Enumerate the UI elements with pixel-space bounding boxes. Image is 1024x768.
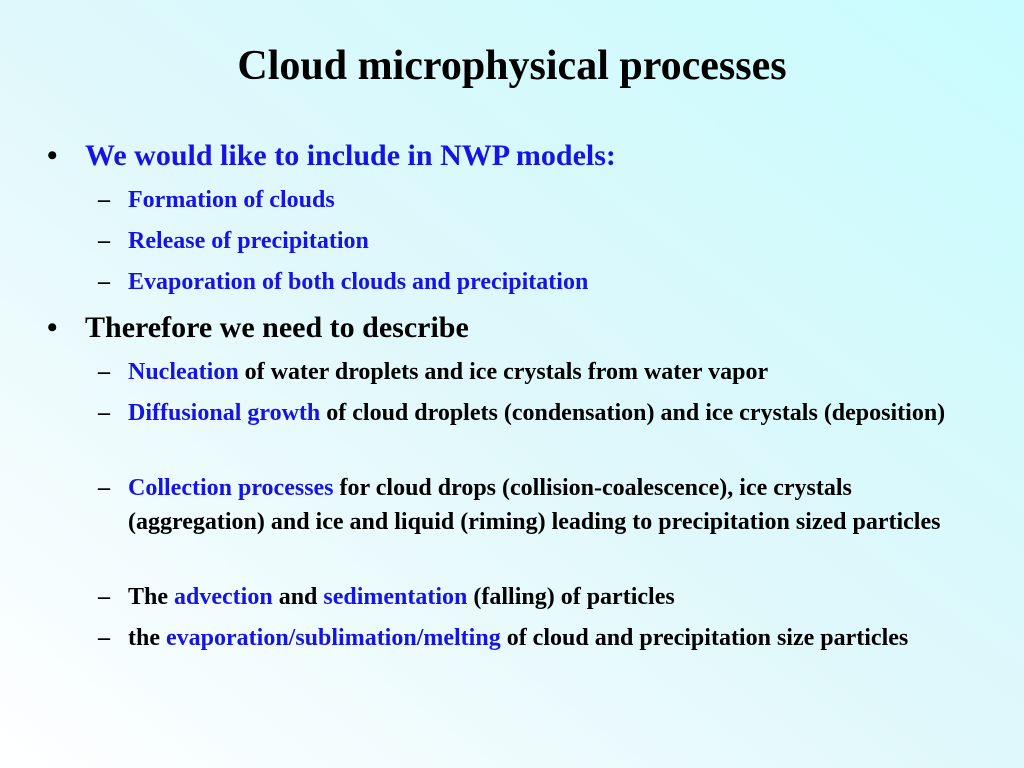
sub-item [98, 224, 958, 258]
highlight-term: advection [174, 584, 273, 610]
sub-item [98, 265, 958, 299]
bullet-text: Therefore we need to describe [85, 311, 469, 344]
sub-item-text: Evaporation of both clouds and precipitation [128, 269, 589, 295]
bullet-text: We would like to include in NWP models: [85, 139, 616, 172]
sub-item [98, 621, 958, 655]
sub-item-text: and [272, 584, 324, 610]
sub-item-text: The [128, 584, 175, 610]
dash-marker: – [98, 584, 110, 610]
sub-item [98, 580, 958, 614]
sub-item-text: the [128, 625, 166, 651]
highlight-term: sedimentation [323, 584, 468, 610]
sub-item-text: Formation of clouds [128, 187, 335, 213]
sub-item-text: for cloud drops (collision-coalescence), ice crystals (aggregation) and ice and liquid (riming) leading to precipitation sized particles [128, 475, 941, 535]
slide-title: Cloud microphysical processes [237, 43, 787, 89]
dash-marker: – [98, 269, 110, 295]
bullet-marker: • [47, 139, 58, 172]
sub-item-text: (falling) of particles [467, 584, 675, 610]
dash-marker: – [98, 228, 110, 254]
sub-item-text: of cloud droplets (condensation) and ice crystals (deposition) [320, 400, 946, 426]
bullet-nwp-models [47, 138, 616, 174]
highlight-term: evaporation/sublimation/melting [166, 625, 501, 651]
bullet-need-to-describe [47, 310, 469, 346]
sub-item [98, 355, 958, 389]
sub-item-text: of water droplets and ice crystals from water vapor [238, 359, 769, 385]
sub-item-text: of cloud and precipitation size particles [500, 625, 909, 651]
dash-marker: – [98, 400, 110, 426]
highlight-term: Nucleation [128, 359, 239, 385]
bullet-marker: • [47, 311, 58, 344]
highlight-term: Collection processes [128, 475, 334, 501]
sub-item [98, 471, 958, 539]
sub-item [98, 396, 958, 430]
dash-marker: – [98, 625, 110, 651]
dash-marker: – [98, 475, 110, 501]
dash-marker: – [98, 187, 110, 213]
sub-item-text: Release of precipitation [128, 228, 369, 254]
highlight-term: Diffusional growth [128, 400, 321, 426]
sub-item [98, 183, 958, 217]
dash-marker: – [98, 359, 110, 385]
